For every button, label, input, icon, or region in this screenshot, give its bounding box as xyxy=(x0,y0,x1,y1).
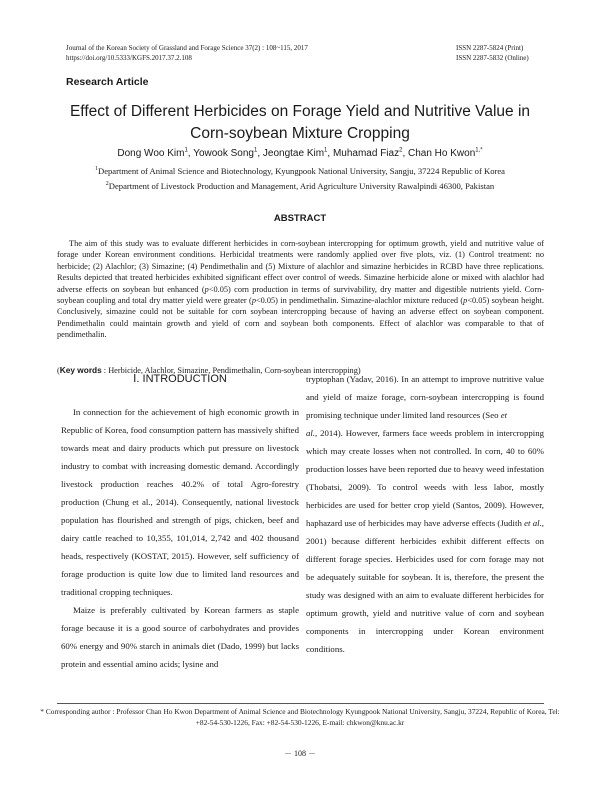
intro-paragraph: tryptophan (Yadav, 2016). In an attempt to improve nutritive value and yield of maize forage, corn-soybean intercropping is found promising technique under limited land resources (Seo et al., 2014). However, farmers face weeds problem in intercropping which may create losses when not controlled. In corn, 40 to 60% production losses have been reported due to heavy weed infestation (Thobatsi, 2009). To control weeds with less labor, mostly herbicides are used for better crop yield (Santos, 2009). However, haphazard use of herbicides may have adverse effects (Judith et al., 2001) because different herbicides exhibit different effects on different forage species. Herbicides used for corn forage may not be adequately suitable for soybean. It is, therefore, the present the study was designed with an aim to evaluate different herbicides for optimum growth, yield and nutritive value of corn and soybean components in intercropping under Korean environment conditions. xyxy=(306,374,544,654)
title-line-1: Effect of Different Herbicides on Forage Yield and Nutritive Value in xyxy=(69,103,531,120)
page-number: － 108 － xyxy=(284,749,316,758)
author-affil-mark: 1,* xyxy=(475,147,483,154)
footnote-divider xyxy=(57,703,544,704)
keywords-label: Key words xyxy=(59,365,102,375)
left-column xyxy=(61,403,299,673)
author-name: Jeongtae Kim xyxy=(262,148,325,159)
corresponding-author-footnote: * Corresponding author : Professor Chan Ho Kwon Department of Animal Science and Biotechnology Kyungpook National University, Sangju, 37224, Republic of Korea, Tel: +82-54-530-1226, Fax: +82-54-530-1226, E-mail: chkwon@knu.ac.kr xyxy=(40,707,560,727)
affiliation-1: $^1$Department of Animal Science and Biotechnology, Kyungpook National University, Sangju, 37224 Republic of Korea xyxy=(94,166,505,176)
issn-print: ISSN 2287-5824 (Print) xyxy=(456,44,524,52)
author-affil-mark: 2 xyxy=(399,147,403,154)
journal-header xyxy=(66,43,308,63)
journal-citation: Journal of the Korean Society of Grassland and Forage Science 37(2) : 108~115, 2017 xyxy=(66,44,308,52)
author-name: Chan Ho Kwon xyxy=(408,148,476,159)
keywords-line: (Key words : Herbicide, Alachlor, Simazine, Pendimethalin, Corn-soybean intercropping) xyxy=(57,365,361,375)
issn-online: ISSN 2287-5832 (Online) xyxy=(456,54,529,62)
abstract-text: The aim of this study was to evaluate different herbicides in corn-soybean intercropping for optimum growth, yield and nutritive value of forage under Korean environment conditions. Herbicidal treatments were randomly applied over five plots, viz. (1) Control treatment: no herbicide; (2) Alachlor; (3) Simazine; (4) Pendimethalin and (5) Mixture of alachlor and simazine herbicides in RCBD have three replications. Results depicted that treated herbicides exhibited significant effect over control of weeds. Simazine herbicide alone or mixed with alachlor had adverse effects on soybean but enhanced (p<0.05) corn production in terms of survivability, dry matter and digestible nutrients yield. Corn-soybean coupling and total dry matter yield were greater (p<0.05) in pendimethalin. Simazine-alachlor mixture reduced (p<0.05) soybean height. Conclusively, simazine could not be suitable for corn soybean intercropping because of having an adverse effect on soybean component. Pendimethalin could maintain growth and yield of corn and soybean both components. Effect of alachlor was comparable to that of pendimethalin. xyxy=(57,239,545,340)
affiliation-2: $^2$Department of Livestock Production and Management, Arid Agriculture University Rawalpindi 46300, Pakistan xyxy=(105,181,495,191)
author-affil-mark: 1 xyxy=(184,147,188,154)
issn-block xyxy=(456,43,529,63)
right-column xyxy=(306,370,544,658)
author-name: Muhamad Fiaz xyxy=(332,148,400,159)
doi-link[interactable]: https://doi.org/10.5333/KGFS.2017.37.2.108 xyxy=(66,54,192,62)
author-name: Yowook Song xyxy=(193,148,254,159)
intro-paragraph: Maize is preferably cultivated by Korean farmers as staple forage because it is a good source of carbohydrates and provides 60% energy and 90% starch in animals diet (Dado, 1999) but lacks protein and essential amino acids; lysine and xyxy=(61,605,299,669)
author-name: Dong Woo Kim xyxy=(117,148,185,159)
paper-title xyxy=(40,101,560,145)
abstract-heading: ABSTRACT xyxy=(273,213,327,224)
author-list: Dong Woo Kim$^1$, Yowook Song$^1$, Jeongtae Kim$^1$, Muhamad Fiaz$^2$, Chan Ho Kwon$^{1,*}$ xyxy=(117,147,483,159)
author-affil-mark: 1 xyxy=(253,147,258,154)
article-type: Research Article xyxy=(66,76,149,88)
author-affil-mark: 1 xyxy=(324,147,328,154)
title-line-2: Corn-soybean Mixture Cropping xyxy=(190,125,410,142)
intro-paragraph: In connection for the achievement of high economic growth in Republic of Korea, food consumption pattern has massively shifted towards meat and dairy products which put pressure on livestock industry to combat with increasing domestic demand. Accordingly livestock production reaches 40.2% of total Agro-forestry production (Chung et al., 2014). Consequently, national livestock population has flourished and strength of pigs, chicken, beef and dairy cattle reached to 10,355, 101,014, 2,742 and 402 thousand heads, respectively (KOSTAT, 2015). However, self sufficiency of forage production is quite low due to limited land resources and traditional cropping techniques. xyxy=(61,407,299,597)
section-heading-introduction: Ⅰ. INTRODUCTION xyxy=(133,373,227,385)
keywords-list: : Herbicide, Alachlor, Simazine, Pendimethalin, Corn-soybean intercropping) xyxy=(101,366,361,375)
